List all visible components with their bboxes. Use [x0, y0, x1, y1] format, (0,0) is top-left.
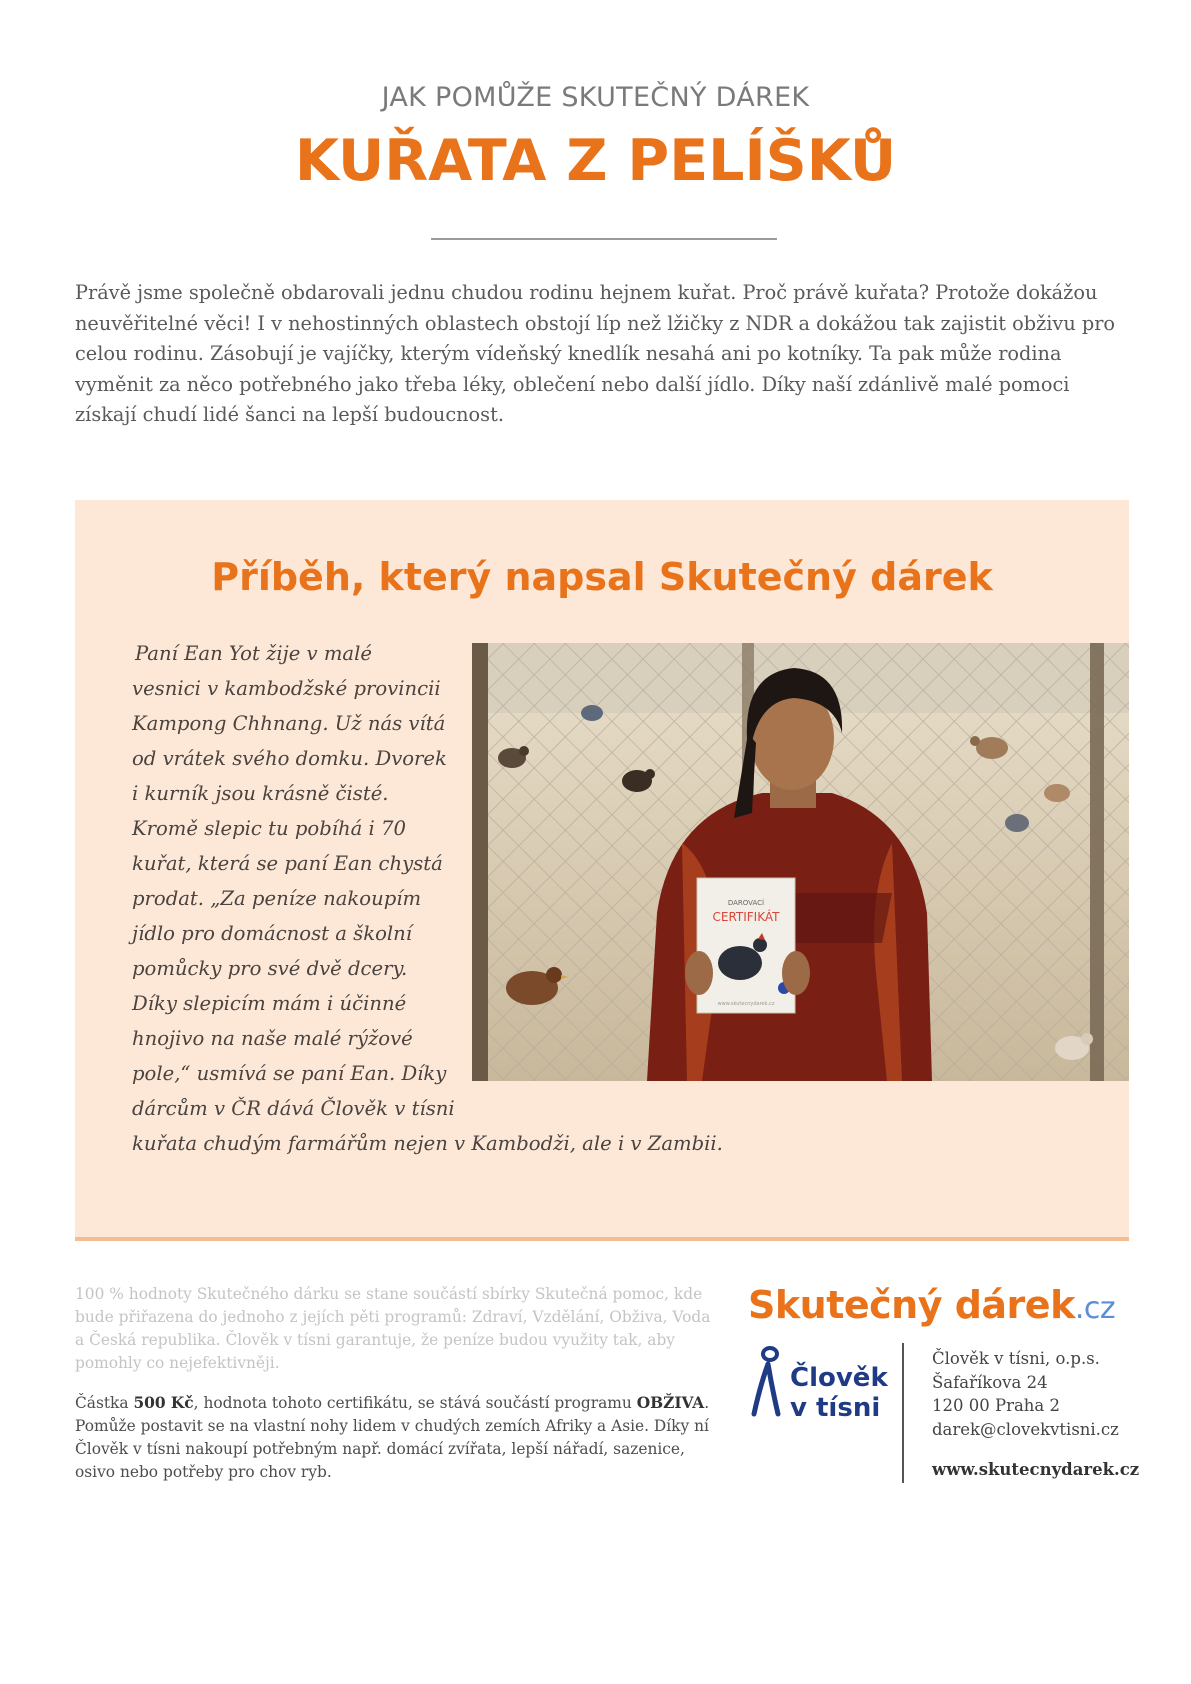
photo-illustration: [472, 643, 1129, 1081]
story-line: pole,“ usmívá se paní Ean. Díky: [132, 1062, 447, 1085]
story-line: dárcům v ČR dává Člověk v tísni: [132, 1097, 455, 1120]
intro-paragraph: Právě jsme společně obdarovali jednu chudou rodinu hejnem kuřat. Proč právě kuřata? Protože dokážou neuvěřitelné věci! I v nehostinných oblastech obstojí líp než lžičky z NDR a dokážou tak zajistit obživu pro celou rodinu. Zásobují je vajíčky, kterým vídeňský knedlík nesahá ani po kotníky. Ta pak může rodina vyměnit za něco potřebného jako třeba léky, oblečení nebo další jídlo. Díky naší zdánlivě malé pomoci získají chudí lidé šanci na lepší budoucnost.: [75, 281, 1116, 426]
website-link[interactable]: www.skutecnydarek.cz: [932, 1460, 1140, 1479]
fund-note: 100 % hodnoty Skutečného dárku se stane součástí sbírky Skutečná pomoc, kde bude přiřazena do jednoho z jejích pěti programů: Zdraví, Vzdělání, Obživa, Voda a Česká republika. Člověk v tísni garantuje, že peníze budou využity tak, aby pomohly co nejefektivněji.: [75, 1285, 711, 1372]
story-line: prodat. „Za peníze nakoupím: [132, 887, 422, 910]
certificate-title: CERTIFIKÁT: [712, 910, 780, 924]
story-line: hnojivo na naše malé rýžové: [132, 1027, 413, 1050]
contact-org: Člověk v tísni, o.p.s.: [932, 1349, 1100, 1368]
story-line: i kurník jsou krásně čisté.: [132, 782, 389, 805]
contact-street: Šafaříkova 24: [932, 1372, 1048, 1392]
chicken-icon: [1044, 784, 1070, 802]
story-line: Díky slepicím mám i účinné: [132, 992, 407, 1015]
contact-city: 120 00 Praha 2: [932, 1396, 1061, 1416]
page-kicker: JAK POMŮŽE SKUTEČNÝ DÁREK: [381, 82, 810, 113]
amount-rest: . Pomůže postavit se na vlastní nohy lidem v chudých zemích Afriky a Asie. Díky ní Člověk v tísni nakoupí potřebným např. domácí zvířata, lepší nářadí, sazenice, osivo nebo potřeby pro chov ryb.: [75, 1394, 710, 1481]
story-line: kuřat, která se paní Ean chystá: [132, 852, 443, 875]
story-panel-bottom-rule: [75, 1237, 1129, 1241]
title-divider: [431, 238, 777, 240]
clovek-v-tisni-icon: [748, 1346, 784, 1420]
certificate-url: www.skutecnydarek.cz: [717, 1001, 775, 1007]
certificate-label: DAROVACÍ: [727, 899, 765, 907]
contact-block: [932, 1347, 1119, 1441]
amount-prefix: Částka: [75, 1394, 134, 1412]
story-line: Paní Ean Yot žije v malé: [135, 642, 372, 665]
story-line: pomůcky pro své dvě dcery.: [132, 957, 408, 980]
story-line: kuřata chudým farmářům nejen v Kambodži, ale i v Zambii.: [132, 1132, 723, 1155]
story-line: Kromě slepic tu pobíhá i 70: [132, 817, 406, 840]
story-line: Kampong Chhnang. Už nás vítá: [132, 712, 446, 735]
story-line: od vrátek svého domku. Dvorek: [132, 747, 447, 770]
amount-middle: , hodnota tohoto certifikátu, se stává součástí programu: [193, 1394, 637, 1412]
org-name: [790, 1363, 888, 1423]
footer-divider: [902, 1343, 904, 1483]
org-name-line: v tísni: [790, 1393, 881, 1423]
chicken-icon: [1005, 814, 1029, 832]
skutecny-darek-logo: [748, 1283, 1115, 1327]
certificate-card: [697, 878, 795, 1013]
story-line: vesnici v kambodžské provincii: [132, 677, 441, 700]
logo-part: .cz: [1074, 1291, 1116, 1326]
story-photo: [472, 643, 1129, 1081]
story-title: Příběh, který napsal Skutečný dárek: [211, 555, 993, 599]
logo-part: Skutečný: [748, 1283, 942, 1327]
amount-value: 500 Kč: [133, 1394, 194, 1412]
story-line: jídlo pro domácnost a školní: [132, 922, 413, 945]
amount-note: [75, 1392, 725, 1484]
contact-email[interactable]: darek@clovekvtisni.cz: [932, 1419, 1119, 1439]
page-title: KUŘATA Z PELÍŠKŮ: [294, 128, 897, 194]
program-name: OBŽIVA: [636, 1394, 705, 1412]
logo-part: dárek: [941, 1283, 1075, 1327]
org-name-line: Člověk: [790, 1363, 888, 1393]
chicken-icon: [581, 705, 603, 721]
